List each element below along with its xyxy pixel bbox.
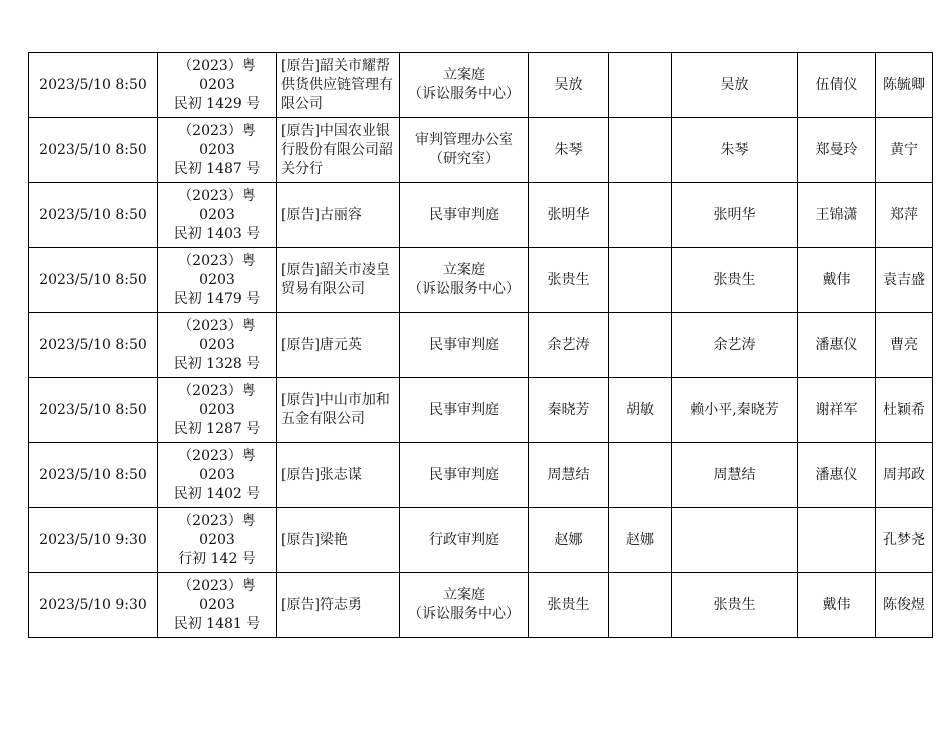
court-division-cell: 民事审判庭 — [400, 313, 529, 378]
column-6-cell — [609, 53, 672, 118]
case-number-cell: （2023）粤 0203 民初 1287 号 — [158, 378, 277, 443]
panel-members-cell: 张明华 — [672, 183, 798, 248]
hearing-time-cell: 2023/5/10 8:50 — [29, 378, 158, 443]
presiding-judge-cell: 张贵生 — [529, 573, 609, 638]
presiding-judge-cell: 朱琴 — [529, 118, 609, 183]
table-row — [29, 118, 933, 183]
clerk-cell: 谢祥军 — [798, 378, 876, 443]
column-9-cell: 黄宁 — [876, 118, 933, 183]
table-row — [29, 313, 933, 378]
column-9-cell: 袁吉盛 — [876, 248, 933, 313]
hearing-time-cell: 2023/5/10 8:50 — [29, 118, 158, 183]
column-6-cell — [609, 183, 672, 248]
clerk-cell: 伍倩仪 — [798, 53, 876, 118]
party-cell: [原告]唐元英 — [277, 313, 400, 378]
panel-members-cell: 赖小平,秦晓芳 — [672, 378, 798, 443]
column-9-cell: 孔梦尧 — [876, 508, 933, 573]
party-cell: [原告]中国农业银行股份有限公司韶关分行 — [277, 118, 400, 183]
presiding-judge-cell: 余艺涛 — [529, 313, 609, 378]
column-9-cell: 杜颖希 — [876, 378, 933, 443]
court-division-cell: 行政审判庭 — [400, 508, 529, 573]
panel-members-cell — [672, 508, 798, 573]
presiding-judge-cell: 周慧结 — [529, 443, 609, 508]
party-cell: [原告]符志勇 — [277, 573, 400, 638]
hearing-time-cell: 2023/5/10 9:30 — [29, 573, 158, 638]
party-cell: [原告]中山市加和五金有限公司 — [277, 378, 400, 443]
party-cell: [原告]梁艳 — [277, 508, 400, 573]
case-number-cell: （2023）粤 0203 民初 1429 号 — [158, 53, 277, 118]
party-cell: [原告]韶关市凌皇贸易有限公司 — [277, 248, 400, 313]
table-row — [29, 508, 933, 573]
presiding-judge-cell: 赵娜 — [529, 508, 609, 573]
hearing-time-cell: 2023/5/10 9:30 — [29, 508, 158, 573]
column-6-cell — [609, 248, 672, 313]
table-row — [29, 248, 933, 313]
column-9-cell: 陈俊煜 — [876, 573, 933, 638]
panel-members-cell: 余艺涛 — [672, 313, 798, 378]
clerk-cell — [798, 508, 876, 573]
clerk-cell: 郑曼玲 — [798, 118, 876, 183]
column-6-cell: 胡敏 — [609, 378, 672, 443]
court-division-cell: 民事审判庭 — [400, 183, 529, 248]
presiding-judge-cell: 张明华 — [529, 183, 609, 248]
case-number-cell: （2023）粤 0203 民初 1402 号 — [158, 443, 277, 508]
panel-members-cell: 朱琴 — [672, 118, 798, 183]
table-row — [29, 443, 933, 508]
clerk-cell: 戴伟 — [798, 248, 876, 313]
court-division-cell: 立案庭 （诉讼服务中心） — [400, 248, 529, 313]
presiding-judge-cell: 吴放 — [529, 53, 609, 118]
clerk-cell: 戴伟 — [798, 573, 876, 638]
column-6-cell: 赵娜 — [609, 508, 672, 573]
case-number-cell: （2023）粤 0203 民初 1479 号 — [158, 248, 277, 313]
court-division-cell: 民事审判庭 — [400, 443, 529, 508]
column-9-cell: 周邦政 — [876, 443, 933, 508]
case-number-cell: （2023）粤 0203 民初 1403 号 — [158, 183, 277, 248]
hearing-time-cell: 2023/5/10 8:50 — [29, 443, 158, 508]
presiding-judge-cell: 张贵生 — [529, 248, 609, 313]
table-row — [29, 53, 933, 118]
panel-members-cell: 周慧结 — [672, 443, 798, 508]
hearing-time-cell: 2023/5/10 8:50 — [29, 183, 158, 248]
court-division-cell: 民事审判庭 — [400, 378, 529, 443]
case-number-cell: （2023）粤 0203 行初 142 号 — [158, 508, 277, 573]
hearing-schedule-table — [28, 52, 933, 638]
column-9-cell: 陈毓卿 — [876, 53, 933, 118]
case-number-cell: （2023）粤 0203 民初 1481 号 — [158, 573, 277, 638]
clerk-cell: 潘惠仪 — [798, 313, 876, 378]
case-number-cell: （2023）粤 0203 民初 1487 号 — [158, 118, 277, 183]
party-cell: [原告]韶关市耀帮供货供应链管理有限公司 — [277, 53, 400, 118]
table-row — [29, 573, 933, 638]
party-cell: [原告]张志谋 — [277, 443, 400, 508]
table-body — [29, 53, 933, 638]
clerk-cell: 潘惠仪 — [798, 443, 876, 508]
presiding-judge-cell: 秦晓芳 — [529, 378, 609, 443]
court-division-cell: 审判管理办公室 （研究室） — [400, 118, 529, 183]
court-division-cell: 立案庭 （诉讼服务中心） — [400, 573, 529, 638]
party-cell: [原告]古丽容 — [277, 183, 400, 248]
clerk-cell: 王锦潇 — [798, 183, 876, 248]
column-6-cell — [609, 118, 672, 183]
column-6-cell — [609, 443, 672, 508]
hearing-time-cell: 2023/5/10 8:50 — [29, 248, 158, 313]
panel-members-cell: 吴放 — [672, 53, 798, 118]
case-number-cell: （2023）粤 0203 民初 1328 号 — [158, 313, 277, 378]
column-6-cell — [609, 313, 672, 378]
hearing-time-cell: 2023/5/10 8:50 — [29, 53, 158, 118]
hearing-time-cell: 2023/5/10 8:50 — [29, 313, 158, 378]
column-9-cell: 郑萍 — [876, 183, 933, 248]
column-6-cell — [609, 573, 672, 638]
panel-members-cell: 张贵生 — [672, 248, 798, 313]
table-row — [29, 183, 933, 248]
court-division-cell: 立案庭 （诉讼服务中心） — [400, 53, 529, 118]
column-9-cell: 曹亮 — [876, 313, 933, 378]
panel-members-cell: 张贵生 — [672, 573, 798, 638]
table-row — [29, 378, 933, 443]
